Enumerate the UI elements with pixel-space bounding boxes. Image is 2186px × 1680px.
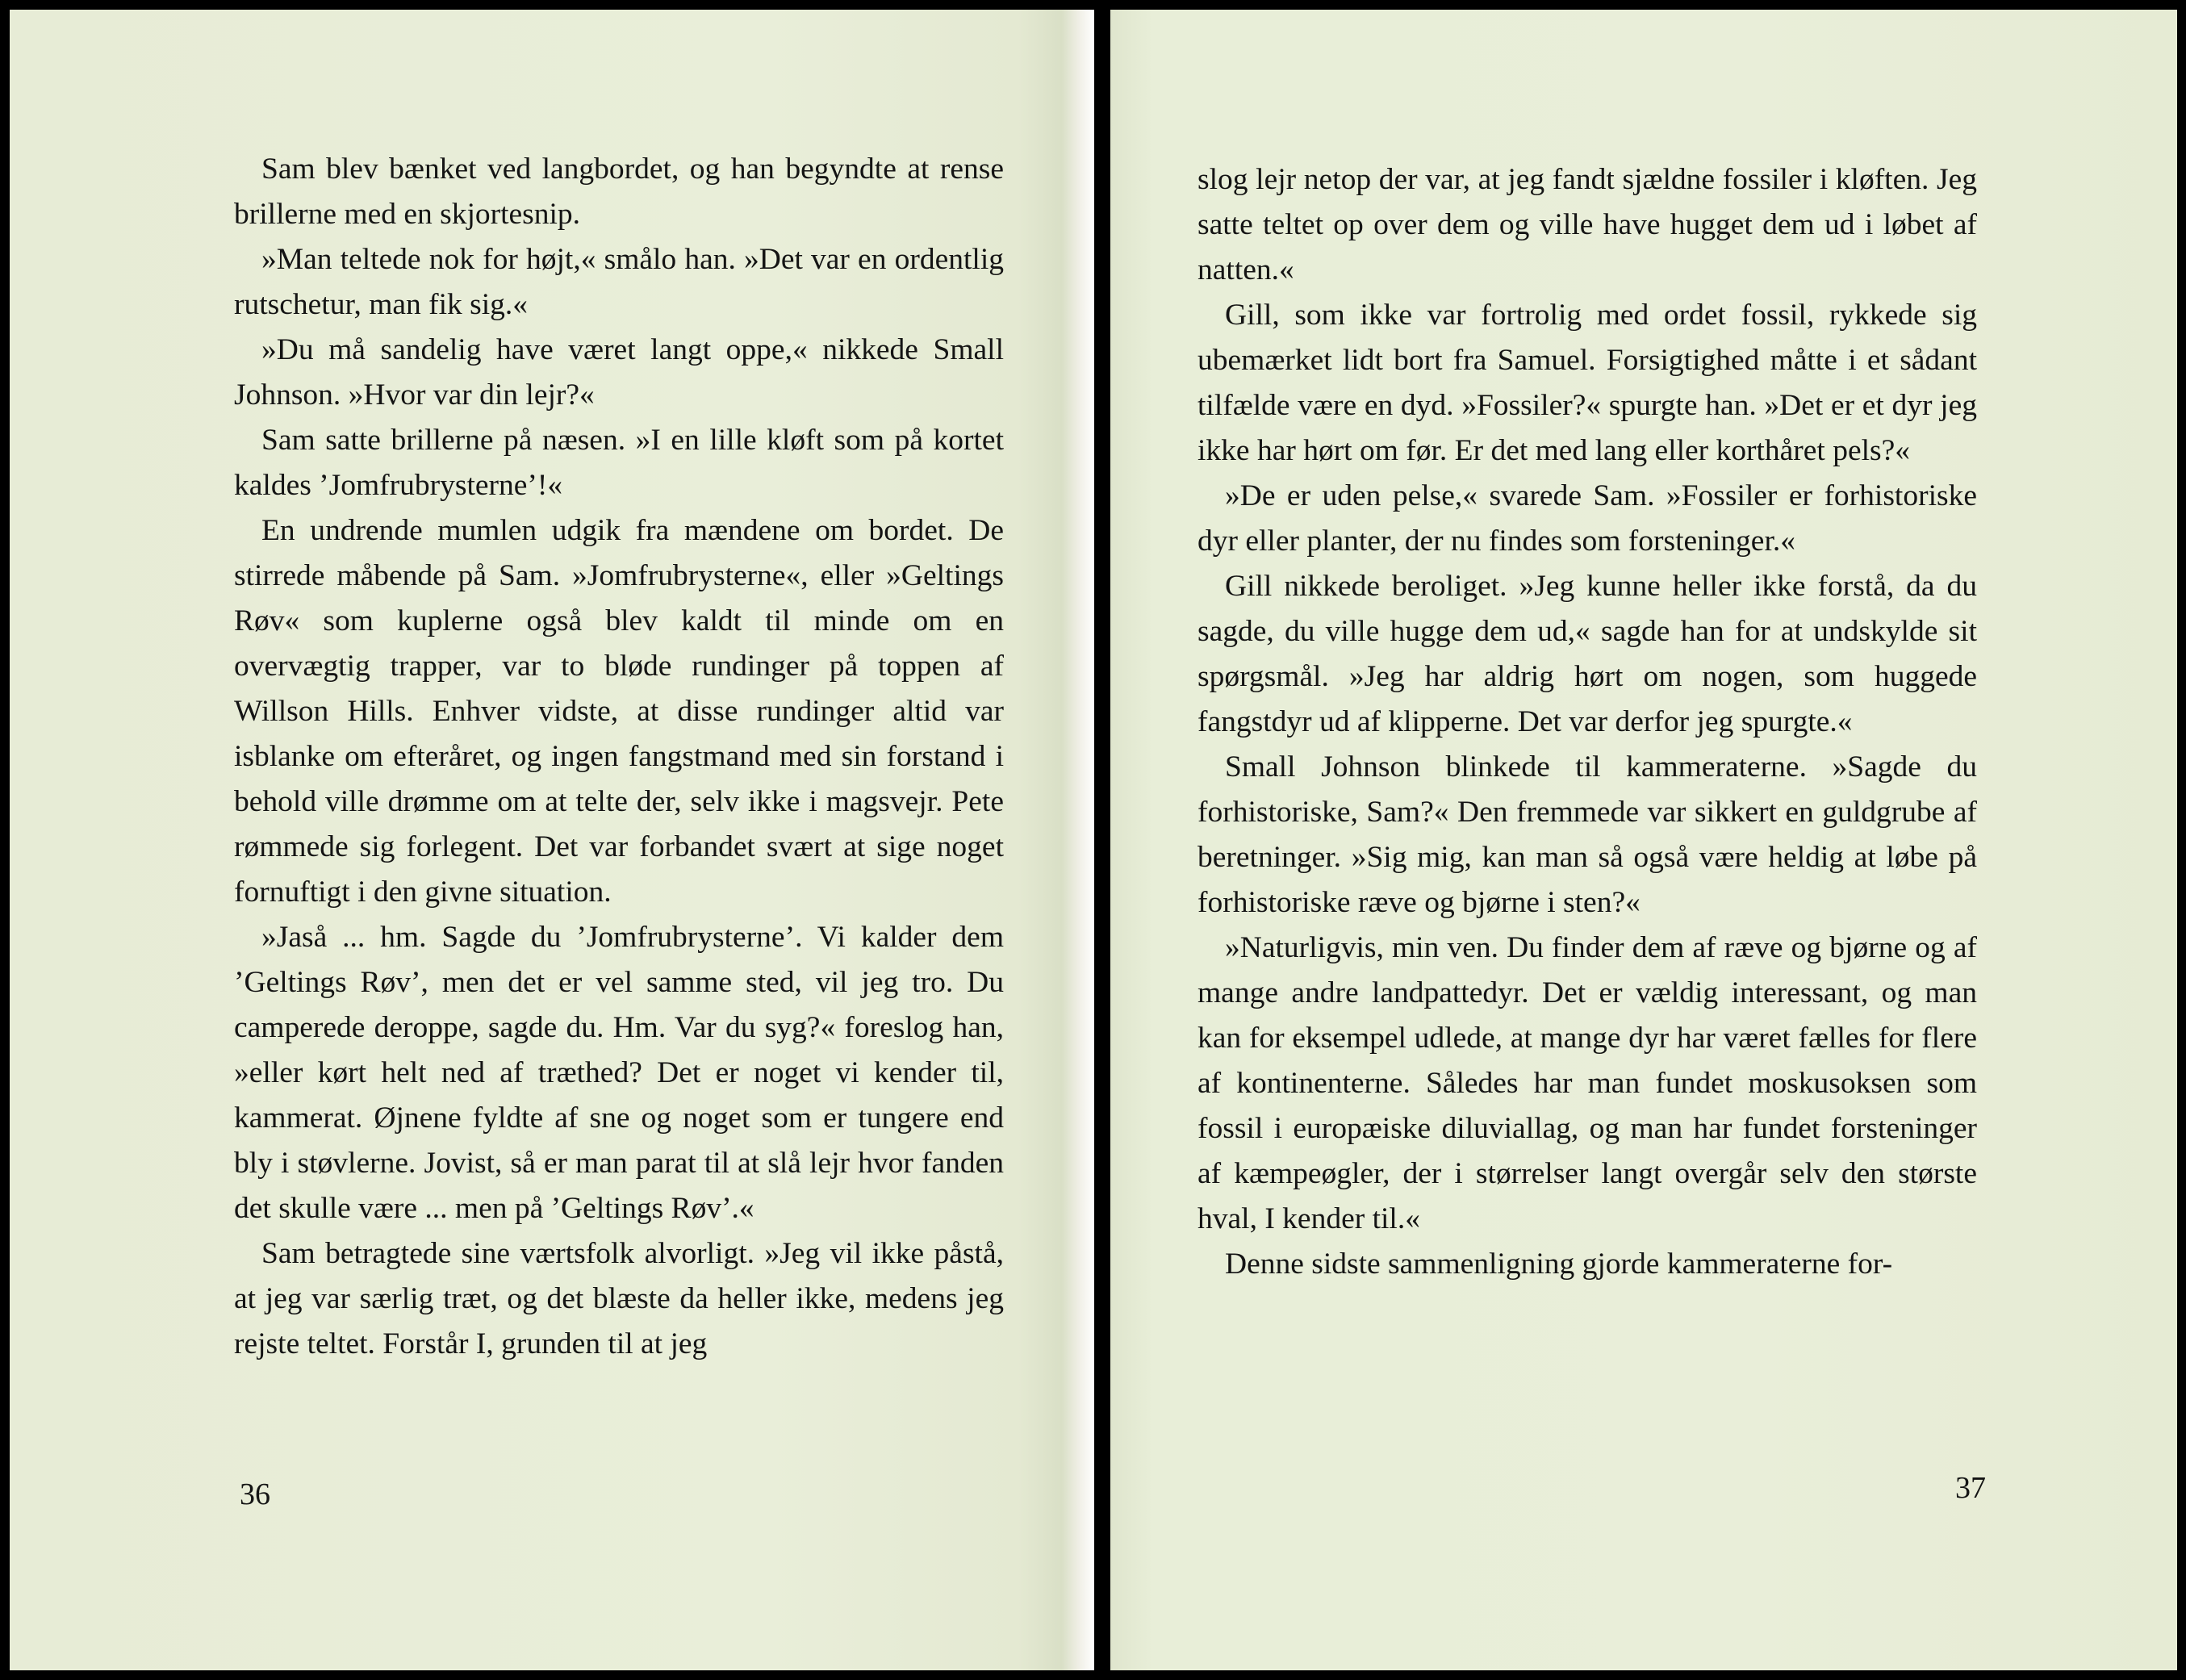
right-page-text [1197,157,1977,1287]
paragraph: Sam betragtede sine værtsfolk alvorligt. »Jeg vil ikke påstå, at jeg var særlig træt, og det blæste da heller ikke, medens jeg rejste teltet. Forstår I, grunden til at jeg [234,1237,1004,1360]
left-page-text [234,147,1004,1367]
paragraph: En undrende mumlen udgik fra mændene om bordet. De stirrede måbende på Sam. »Jomfrubrysterne«, eller »Geltings Røv« som kuplerne også blev kaldt til minde om en overvægtig trapper, var to bløde rundinger på toppen af Willson Hills. Enhver vidste, at disse rundinger altid var isblanke om efteråret, og ingen fangstmand med sin forstand i behold ville drømme om at telte der, selv ikke i magsvejr. Pete rømmede sig forlegent. Det var forbandet svært at sige noget fornuftigt i den givne situation. [234,514,1004,909]
paragraph: »De er uden pelse,« svarede Sam. »Fossiler er forhistoriske dyr eller planter, der nu findes som forsteninger.« [1197,479,1977,558]
page-number-left: 36 [240,1477,270,1511]
left-page [10,10,1094,1670]
paragraph: »Man teltede nok for højt,« smålo han. »Det var en ordentlig rutschetur, man fik sig.« [234,243,1004,321]
book-gutter [1094,0,1110,1680]
paragraph: »Naturligvis, min ven. Du finder dem af ræve og bjørne og af mange andre landpattedyr. Det er vældig interessant, og man kan for eksempel udlede, at mange dyr har været fælles for flere af kontinenterne. Således har man fundet moskusoksen som fossil i europæiske diluviallag, og man har fundet forsteninger af kæmpeøgler, der i størrelser langt overgår selv den største hval, I kender til.« [1197,931,1977,1235]
paragraph-continuation: slog lejr netop der var, at jeg fandt sjældne fossiler i kløften. Jeg satte teltet op over dem og ville have hugget dem ud i løbet af natten.« [1197,163,1977,286]
paragraph: »Du må sandelig have været langt oppe,« nikkede Small Johnson. »Hvor var din lejr?« [234,333,1004,412]
right-page [1110,10,2177,1670]
paragraph: Small Johnson blinkede til kammeraterne. »Sagde du forhistoriske, Sam?« Den fremmede var sikkert en guldgrube af beretninger. »Sig mig, kan man så også være heldig at løbe på forhistoriske ræve og bjørne i sten?« [1197,750,1977,919]
paragraph: »Jaså ... hm. Sagde du ’Jomfrubrysterne’. Vi kalder dem ’Geltings Røv’, men det er vel samme sted, vil jeg tro. Du camperede deroppe, sagde du. Hm. Var du syg?« foreslog han, »eller kørt helt ned af træthed? Det er noget vi kender til, kammerat. Øjnene fyldte af sne og noget som er tungere end bly i støvlerne. Jovist, så er man parat til at slå lejr hvor fanden det skulle være ... men på ’Geltings Røv’.« [234,921,1004,1225]
page-number-right: 37 [1955,1471,1986,1505]
paragraph: Sam blev bænket ved langbordet, og han begyndte at rense brillerne med en skjortesnip. [234,153,1004,231]
paragraph: Gill nikkede beroliget. »Jeg kunne heller ikke forstå, da du sagde, du ville hugge dem ud,« sagde han for at undskylde sit spørgsmål. »Jeg har aldrig hørt om nogen, som huggede fangstdyr ud af klipperne. Det var derfor jeg spurgte.« [1197,570,1977,738]
paragraph: Sam satte brillerne på næsen. »I en lille kløft som på kortet kaldes ’Jomfrubrysterne’!« [234,424,1004,502]
paragraph: Denne sidste sammenligning gjorde kammeraterne for- [1225,1247,1893,1281]
paragraph: Gill, som ikke var fortrolig med ordet fossil, rykkede sig ubemærket lidt bort fra Samuel. Forsigtighed måtte i et sådant tilfælde være en dyd. »Fossiler?« spurgte han. »Det er et dyr jeg ikke har hørt om før. Er det med lang eller korthåret pels?« [1197,299,1977,467]
